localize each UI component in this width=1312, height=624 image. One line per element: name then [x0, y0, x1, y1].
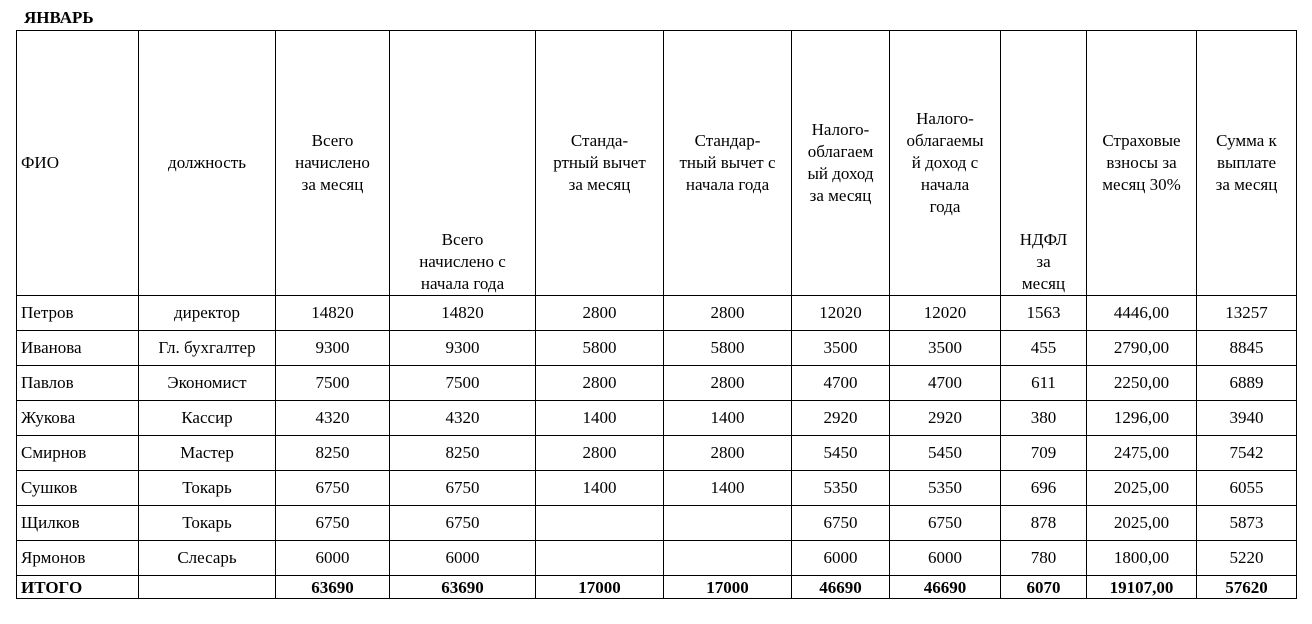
header-line: месяц 30% — [1102, 175, 1181, 194]
header-line: облагаемы — [906, 131, 984, 150]
cell-accrued-month: 4320 — [276, 401, 390, 436]
cell-taxable-ytd: 2920 — [890, 401, 1001, 436]
header-payout — [1197, 31, 1297, 296]
header-line: Налого- — [916, 109, 974, 128]
cell-std-ytd: 5800 — [664, 331, 792, 366]
cell-fio: Щилков — [17, 506, 139, 541]
total-ndfl: 6070 — [1001, 576, 1087, 599]
cell-payout: 13257 — [1197, 296, 1297, 331]
header-line: ртный вычет — [553, 153, 646, 172]
table-row — [17, 541, 1297, 576]
cell-taxable-month: 5450 — [792, 436, 890, 471]
header-line: облагаем — [807, 142, 874, 161]
total-std-month: 17000 — [536, 576, 664, 599]
header-line: за месяц — [301, 175, 364, 194]
cell-payout: 6889 — [1197, 366, 1297, 401]
cell-fio: Петров — [17, 296, 139, 331]
cell-position: Токарь — [139, 506, 276, 541]
header-line: НДФЛ — [1019, 230, 1068, 249]
header-line: Страховые — [1102, 131, 1181, 150]
cell-fio: Ярмонов — [17, 541, 139, 576]
cell-insurance: 2025,00 — [1087, 506, 1197, 541]
header-position: должность — [139, 31, 276, 296]
header-line: за — [1036, 252, 1051, 271]
cell-insurance: 4446,00 — [1087, 296, 1197, 331]
header-line: Всего — [311, 131, 354, 150]
header-line: года — [929, 197, 961, 216]
cell-ndfl: 696 — [1001, 471, 1087, 506]
header-insurance — [1087, 31, 1197, 296]
header-line: Всего — [441, 230, 484, 249]
cell-fio: Павлов — [17, 366, 139, 401]
header-line: начала года — [420, 274, 505, 293]
cell-insurance: 1296,00 — [1087, 401, 1197, 436]
cell-accrued-ytd: 7500 — [390, 366, 536, 401]
cell-fio: Смирнов — [17, 436, 139, 471]
cell-std-month: 1400 — [536, 401, 664, 436]
cell-position: Токарь — [139, 471, 276, 506]
header-ndfl — [1001, 31, 1087, 296]
cell-accrued-ytd: 9300 — [390, 331, 536, 366]
cell-taxable-ytd: 3500 — [890, 331, 1001, 366]
cell-std-month — [536, 506, 664, 541]
total-taxable-ytd: 46690 — [890, 576, 1001, 599]
cell-ndfl: 780 — [1001, 541, 1087, 576]
header-line: й доход с — [911, 153, 979, 172]
cell-insurance: 1800,00 — [1087, 541, 1197, 576]
header-line: месяц — [1021, 274, 1066, 293]
header-line: ый доход — [807, 164, 874, 183]
cell-position: Мастер — [139, 436, 276, 471]
cell-payout: 3940 — [1197, 401, 1297, 436]
header-line: Сумма к — [1216, 131, 1277, 150]
cell-taxable-month: 6000 — [792, 541, 890, 576]
header-taxable-ytd — [890, 31, 1001, 296]
cell-accrued-ytd: 4320 — [390, 401, 536, 436]
header-line: Стандар- — [694, 131, 761, 150]
total-label: ИТОГО — [17, 576, 139, 599]
cell-insurance: 2475,00 — [1087, 436, 1197, 471]
cell-position: Гл. бухгалтер — [139, 331, 276, 366]
cell-fio: Жукова — [17, 401, 139, 436]
cell-accrued-month: 6000 — [276, 541, 390, 576]
header-line: начислено с — [419, 252, 506, 271]
cell-accrued-ytd: 6750 — [390, 471, 536, 506]
cell-insurance: 2250,00 — [1087, 366, 1197, 401]
cell-std-ytd: 1400 — [664, 471, 792, 506]
cell-ndfl: 709 — [1001, 436, 1087, 471]
cell-accrued-month: 6750 — [276, 506, 390, 541]
cell-accrued-month: 8250 — [276, 436, 390, 471]
cell-std-ytd: 1400 — [664, 401, 792, 436]
header-row — [17, 31, 1297, 296]
cell-payout: 8845 — [1197, 331, 1297, 366]
table-row — [17, 366, 1297, 401]
cell-std-ytd — [664, 506, 792, 541]
total-payout: 57620 — [1197, 576, 1297, 599]
cell-taxable-ytd: 12020 — [890, 296, 1001, 331]
payroll-table — [16, 30, 1297, 599]
cell-payout: 5873 — [1197, 506, 1297, 541]
cell-taxable-month: 2920 — [792, 401, 890, 436]
header-line: начала — [920, 175, 970, 194]
cell-position: Кассир — [139, 401, 276, 436]
cell-position: Слесарь — [139, 541, 276, 576]
total-row — [17, 576, 1297, 599]
cell-std-ytd — [664, 541, 792, 576]
cell-accrued-ytd: 8250 — [390, 436, 536, 471]
header-line: за месяц — [1215, 175, 1278, 194]
header-taxable-month — [792, 31, 890, 296]
header-line: выплате — [1216, 153, 1277, 172]
cell-ndfl: 611 — [1001, 366, 1087, 401]
cell-taxable-ytd: 5350 — [890, 471, 1001, 506]
table-row — [17, 401, 1297, 436]
cell-taxable-ytd: 4700 — [890, 366, 1001, 401]
cell-std-month: 5800 — [536, 331, 664, 366]
cell-std-ytd: 2800 — [664, 296, 792, 331]
cell-accrued-month: 7500 — [276, 366, 390, 401]
cell-taxable-ytd: 6000 — [890, 541, 1001, 576]
cell-accrued-ytd: 6000 — [390, 541, 536, 576]
cell-position: директор — [139, 296, 276, 331]
cell-payout: 7542 — [1197, 436, 1297, 471]
total-insurance: 19107,00 — [1087, 576, 1197, 599]
cell-ndfl: 878 — [1001, 506, 1087, 541]
cell-taxable-month: 5350 — [792, 471, 890, 506]
cell-taxable-month: 4700 — [792, 366, 890, 401]
cell-position: Экономист — [139, 366, 276, 401]
cell-std-ytd: 2800 — [664, 436, 792, 471]
page-title: ЯНВАРЬ — [24, 8, 94, 27]
cell-insurance: 2790,00 — [1087, 331, 1197, 366]
total-std-ytd: 17000 — [664, 576, 792, 599]
cell-accrued-month: 9300 — [276, 331, 390, 366]
cell-insurance: 2025,00 — [1087, 471, 1197, 506]
table-row — [17, 296, 1297, 331]
header-line: тный вычет с — [679, 153, 776, 172]
total-taxable-month: 46690 — [792, 576, 890, 599]
header-accrued-month — [276, 31, 390, 296]
table-row — [17, 436, 1297, 471]
cell-accrued-ytd: 14820 — [390, 296, 536, 331]
cell-std-ytd: 2800 — [664, 366, 792, 401]
header-line: начала года — [685, 175, 770, 194]
cell-std-month: 2800 — [536, 366, 664, 401]
cell-accrued-ytd: 6750 — [390, 506, 536, 541]
cell-fio: Сушков — [17, 471, 139, 506]
cell-taxable-month: 6750 — [792, 506, 890, 541]
header-std-deduction-month — [536, 31, 664, 296]
cell-std-month — [536, 541, 664, 576]
cell-accrued-month: 6750 — [276, 471, 390, 506]
cell-ndfl: 380 — [1001, 401, 1087, 436]
table-row — [17, 506, 1297, 541]
header-line: за месяц — [809, 186, 872, 205]
cell-taxable-month: 3500 — [792, 331, 890, 366]
cell-payout: 6055 — [1197, 471, 1297, 506]
header-accrued-ytd — [390, 31, 536, 296]
cell-taxable-ytd: 6750 — [890, 506, 1001, 541]
header-std-deduction-ytd — [664, 31, 792, 296]
cell-std-month: 1400 — [536, 471, 664, 506]
total-position — [139, 576, 276, 599]
header-fio: ФИО — [17, 31, 139, 296]
cell-accrued-month: 14820 — [276, 296, 390, 331]
table-row — [17, 471, 1297, 506]
cell-taxable-ytd: 5450 — [890, 436, 1001, 471]
cell-payout: 5220 — [1197, 541, 1297, 576]
cell-ndfl: 455 — [1001, 331, 1087, 366]
cell-std-month: 2800 — [536, 296, 664, 331]
cell-ndfl: 1563 — [1001, 296, 1087, 331]
header-line: Налого- — [811, 120, 870, 139]
total-accrued-month: 63690 — [276, 576, 390, 599]
table-row — [17, 331, 1297, 366]
header-line: за месяц — [568, 175, 631, 194]
header-line: Станда- — [570, 131, 629, 150]
total-accrued-ytd: 63690 — [390, 576, 536, 599]
cell-fio: Иванова — [17, 331, 139, 366]
cell-std-month: 2800 — [536, 436, 664, 471]
header-line: начислено — [295, 153, 370, 172]
header-line: взносы за — [1106, 153, 1177, 172]
cell-taxable-month: 12020 — [792, 296, 890, 331]
